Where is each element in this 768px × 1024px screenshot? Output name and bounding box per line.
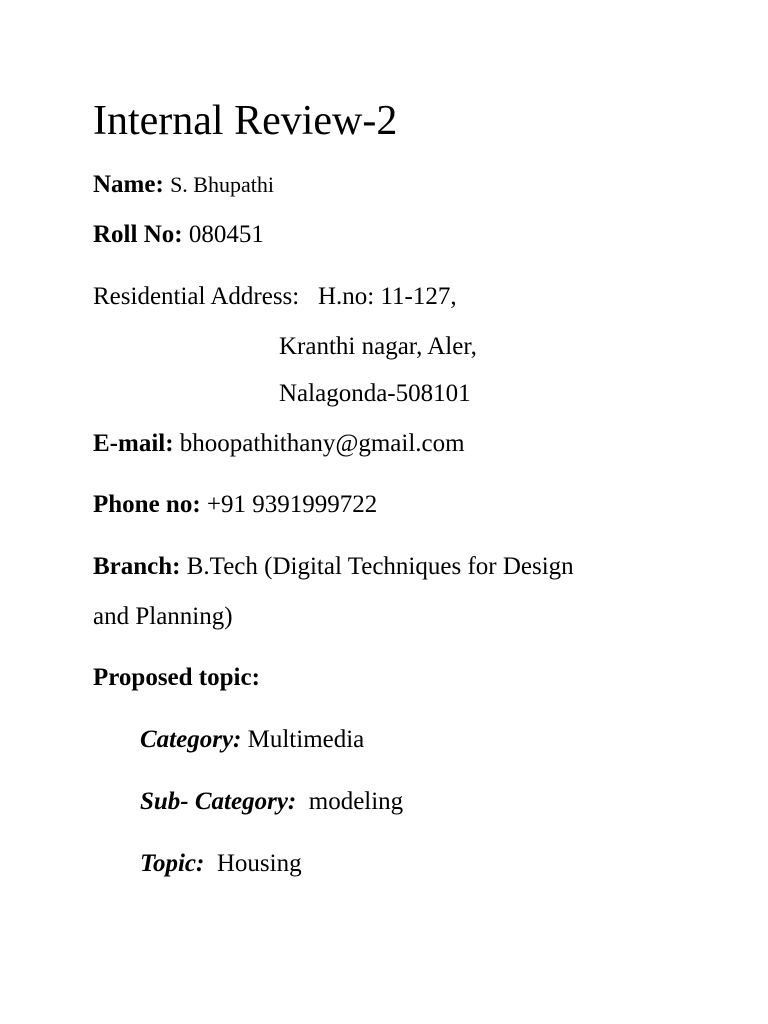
category-value: Multimedia — [247, 726, 365, 753]
topic-value: Housing — [216, 850, 302, 877]
category-label: Category: — [140, 726, 242, 753]
category-row — [140, 727, 364, 752]
topic-row — [140, 851, 302, 876]
address-line-1: H.no: 11-127, — [317, 283, 457, 310]
phone-label: Phone no: — [93, 491, 201, 518]
roll-no-value: 080451 — [188, 221, 264, 248]
sub-category-row — [140, 789, 403, 814]
address-label: Residential Address: — [93, 283, 300, 310]
document-title: Internal Review-2 — [93, 98, 398, 144]
sub-category-label: Sub- Category: — [140, 788, 297, 815]
address-line-3: Nalagonda-508101 — [279, 380, 471, 407]
branch-value-line-1: B.Tech (Digital Techniques for Design — [186, 553, 574, 580]
name-row — [93, 172, 274, 197]
roll-no-row — [93, 222, 264, 247]
phone-row — [93, 492, 377, 517]
email-row — [93, 431, 465, 456]
roll-no-label: Roll No: — [93, 221, 183, 248]
email-label: E-mail: — [93, 430, 174, 457]
email-value: bhoopathithany@gmail.com — [179, 430, 465, 457]
branch-label: Branch: — [93, 553, 181, 580]
name-value: S. Bhupathi — [170, 172, 274, 197]
topic-label: Topic: — [140, 850, 205, 877]
name-label: Name: — [93, 171, 164, 198]
address-line-2: Kranthi nagar, Aler, — [279, 333, 477, 360]
proposed-topic-heading: Proposed topic: — [93, 664, 260, 691]
phone-value: +91 9391999722 — [206, 491, 378, 518]
branch-row — [93, 554, 574, 579]
address-row — [93, 284, 457, 309]
branch-value-line-2: and Planning) — [93, 603, 233, 630]
sub-category-value: modeling — [308, 788, 404, 815]
